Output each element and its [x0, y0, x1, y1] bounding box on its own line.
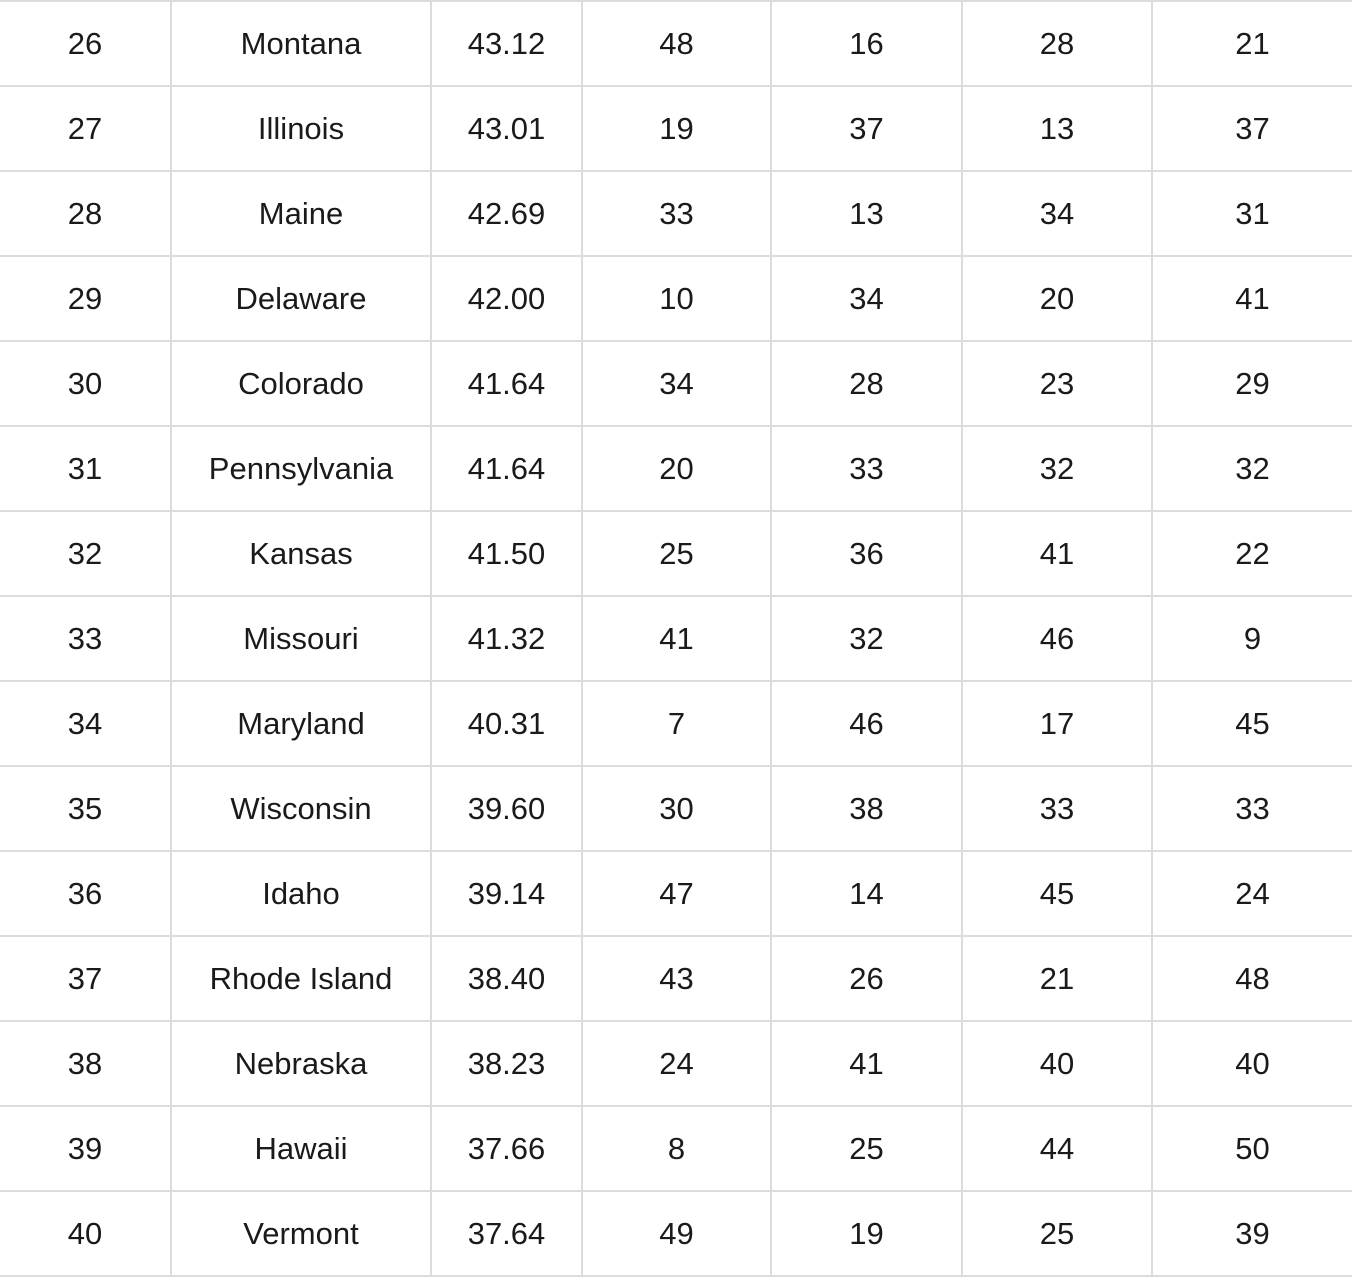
rank-col-4-cell: 39 [1152, 1191, 1352, 1276]
rank-cell: 29 [0, 256, 171, 341]
score-cell: 37.64 [431, 1191, 582, 1276]
rank-col-2-cell: 37 [771, 86, 962, 171]
table-row [0, 1, 1352, 86]
rank-col-1-cell: 7 [582, 681, 771, 766]
rank-cell: 38 [0, 1021, 171, 1106]
table-row [0, 1191, 1352, 1276]
table-row [0, 1106, 1352, 1191]
rank-col-2-cell: 19 [771, 1191, 962, 1276]
rank-col-3-cell: 46 [962, 596, 1152, 681]
rank-col-4-cell: 45 [1152, 681, 1352, 766]
rank-cell: 30 [0, 341, 171, 426]
rank-cell: 31 [0, 426, 171, 511]
score-cell: 43.12 [431, 1, 582, 86]
rank-col-1-cell: 24 [582, 1021, 771, 1106]
score-cell: 41.32 [431, 596, 582, 681]
rank-col-1-cell: 30 [582, 766, 771, 851]
rank-col-2-cell: 16 [771, 1, 962, 86]
state-cell: Maryland [171, 681, 431, 766]
state-cell: Idaho [171, 851, 431, 936]
score-cell: 38.23 [431, 1021, 582, 1106]
rank-col-2-cell: 13 [771, 171, 962, 256]
table-row [0, 1021, 1352, 1106]
table-row [0, 681, 1352, 766]
table-row [0, 851, 1352, 936]
state-cell: Wisconsin [171, 766, 431, 851]
rank-col-1-cell: 34 [582, 341, 771, 426]
table-row [0, 426, 1352, 511]
rank-col-1-cell: 19 [582, 86, 771, 171]
state-cell: Delaware [171, 256, 431, 341]
table-row [0, 936, 1352, 1021]
state-cell: Kansas [171, 511, 431, 596]
state-cell: Colorado [171, 341, 431, 426]
rank-col-4-cell: 48 [1152, 936, 1352, 1021]
rank-col-4-cell: 29 [1152, 341, 1352, 426]
rank-col-3-cell: 33 [962, 766, 1152, 851]
score-cell: 41.64 [431, 426, 582, 511]
rank-cell: 35 [0, 766, 171, 851]
table-row [0, 341, 1352, 426]
rank-col-2-cell: 38 [771, 766, 962, 851]
table-row [0, 171, 1352, 256]
rank-col-2-cell: 33 [771, 426, 962, 511]
state-cell: Maine [171, 171, 431, 256]
rank-col-4-cell: 32 [1152, 426, 1352, 511]
score-cell: 42.69 [431, 171, 582, 256]
rank-col-4-cell: 21 [1152, 1, 1352, 86]
score-cell: 42.00 [431, 256, 582, 341]
table-row [0, 86, 1352, 171]
score-cell: 40.31 [431, 681, 582, 766]
rank-col-3-cell: 25 [962, 1191, 1152, 1276]
rank-cell: 32 [0, 511, 171, 596]
rank-col-4-cell: 37 [1152, 86, 1352, 171]
rank-col-2-cell: 32 [771, 596, 962, 681]
rank-col-2-cell: 36 [771, 511, 962, 596]
table-body [0, 1, 1352, 1276]
rank-col-1-cell: 25 [582, 511, 771, 596]
state-cell: Pennsylvania [171, 426, 431, 511]
rank-cell: 33 [0, 596, 171, 681]
rank-col-4-cell: 31 [1152, 171, 1352, 256]
state-cell: Vermont [171, 1191, 431, 1276]
rank-col-2-cell: 46 [771, 681, 962, 766]
rank-col-2-cell: 25 [771, 1106, 962, 1191]
rank-col-1-cell: 41 [582, 596, 771, 681]
rank-col-1-cell: 49 [582, 1191, 771, 1276]
score-cell: 41.50 [431, 511, 582, 596]
rank-cell: 34 [0, 681, 171, 766]
rank-col-3-cell: 41 [962, 511, 1152, 596]
rank-col-3-cell: 20 [962, 256, 1152, 341]
rank-cell: 27 [0, 86, 171, 171]
table-row [0, 511, 1352, 596]
rank-col-3-cell: 34 [962, 171, 1152, 256]
rank-cell: 26 [0, 1, 171, 86]
rank-col-4-cell: 40 [1152, 1021, 1352, 1106]
state-cell: Missouri [171, 596, 431, 681]
rank-col-2-cell: 41 [771, 1021, 962, 1106]
score-cell: 39.14 [431, 851, 582, 936]
rank-col-1-cell: 43 [582, 936, 771, 1021]
rank-col-4-cell: 22 [1152, 511, 1352, 596]
rank-col-3-cell: 45 [962, 851, 1152, 936]
state-cell: Montana [171, 1, 431, 86]
score-cell: 41.64 [431, 341, 582, 426]
rank-col-3-cell: 23 [962, 341, 1152, 426]
state-cell: Rhode Island [171, 936, 431, 1021]
rank-col-1-cell: 10 [582, 256, 771, 341]
rank-col-4-cell: 41 [1152, 256, 1352, 341]
state-cell: Illinois [171, 86, 431, 171]
rank-col-3-cell: 17 [962, 681, 1152, 766]
rank-col-2-cell: 28 [771, 341, 962, 426]
score-cell: 38.40 [431, 936, 582, 1021]
table-row [0, 256, 1352, 341]
table-row [0, 596, 1352, 681]
rank-cell: 37 [0, 936, 171, 1021]
rank-col-2-cell: 14 [771, 851, 962, 936]
rank-col-4-cell: 9 [1152, 596, 1352, 681]
state-cell: Nebraska [171, 1021, 431, 1106]
table-row [0, 766, 1352, 851]
rank-col-1-cell: 48 [582, 1, 771, 86]
state-cell: Hawaii [171, 1106, 431, 1191]
rank-col-3-cell: 32 [962, 426, 1152, 511]
rank-col-4-cell: 50 [1152, 1106, 1352, 1191]
rank-col-3-cell: 28 [962, 1, 1152, 86]
rank-col-4-cell: 33 [1152, 766, 1352, 851]
rank-col-1-cell: 47 [582, 851, 771, 936]
rank-col-4-cell: 24 [1152, 851, 1352, 936]
rank-col-2-cell: 26 [771, 936, 962, 1021]
rank-cell: 36 [0, 851, 171, 936]
rank-cell: 40 [0, 1191, 171, 1276]
rank-col-1-cell: 33 [582, 171, 771, 256]
rank-col-3-cell: 44 [962, 1106, 1152, 1191]
rank-col-1-cell: 20 [582, 426, 771, 511]
score-cell: 37.66 [431, 1106, 582, 1191]
rank-cell: 39 [0, 1106, 171, 1191]
rank-col-3-cell: 40 [962, 1021, 1152, 1106]
rank-col-3-cell: 13 [962, 86, 1152, 171]
rank-col-3-cell: 21 [962, 936, 1152, 1021]
rank-col-1-cell: 8 [582, 1106, 771, 1191]
rank-cell: 28 [0, 171, 171, 256]
rank-col-2-cell: 34 [771, 256, 962, 341]
score-cell: 43.01 [431, 86, 582, 171]
score-cell: 39.60 [431, 766, 582, 851]
